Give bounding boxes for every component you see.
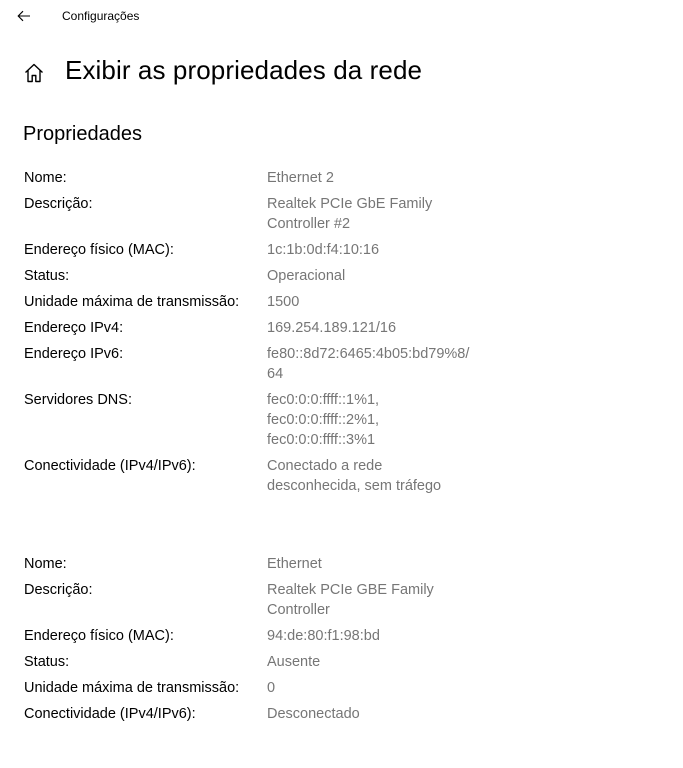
- property-value: Ausente: [267, 654, 321, 670]
- property-label: Endereço físico (MAC):: [24, 628, 174, 644]
- property-row-description: [24, 194, 664, 234]
- property-row-name: [24, 554, 664, 574]
- adapter-properties: [24, 168, 664, 502]
- property-label: Endereço físico (MAC):: [24, 242, 174, 258]
- property-label: Unidade máxima de transmissão:: [24, 680, 240, 696]
- property-value: Desconectado: [267, 706, 360, 722]
- property-row-ipv6: [24, 344, 664, 384]
- page-title: Exibir as propriedades da rede: [65, 55, 423, 85]
- property-row-dns: [24, 390, 664, 450]
- property-label: Descrição:: [24, 582, 93, 598]
- property-label: Nome:: [24, 170, 67, 186]
- property-row-mtu: [24, 678, 664, 698]
- property-value: 1500: [267, 294, 300, 310]
- property-row-connectivity: [24, 704, 664, 724]
- property-label: Descrição:: [24, 196, 93, 212]
- adapter-properties: [24, 554, 664, 730]
- property-value: Realtek PCIe GBE Family Controller: [267, 582, 434, 618]
- property-value: 1c:1b:0d:f4:10:16: [267, 242, 380, 258]
- property-value: 169.254.189.121/16: [267, 320, 397, 336]
- property-row-mac: [24, 626, 664, 646]
- property-label: Endereço IPv4:: [24, 320, 124, 336]
- property-row-mac: [24, 240, 664, 260]
- home-icon: [22, 61, 46, 85]
- property-label: Endereço IPv6:: [24, 346, 124, 362]
- property-value: 0: [267, 680, 276, 696]
- property-label: Status:: [24, 268, 70, 284]
- property-row-ipv4: [24, 318, 664, 338]
- property-label: Conectividade (IPv4/IPv6):: [24, 458, 196, 474]
- title-bar: [0, 0, 683, 34]
- property-label: Servidores DNS:: [24, 392, 132, 408]
- property-label: Nome:: [24, 556, 67, 572]
- section-title: Propriedades: [23, 123, 142, 145]
- property-value: 94:de:80:f1:98:bd: [267, 628, 380, 644]
- arrow-left-icon: [17, 10, 31, 22]
- property-value: Operacional: [267, 268, 346, 284]
- property-value: fe80::8d72:6465:4b05:bd79%8/ 64: [267, 346, 470, 382]
- property-row-mtu: [24, 292, 664, 312]
- property-label: Unidade máxima de transmissão:: [24, 294, 240, 310]
- property-row-status: [24, 652, 664, 672]
- property-value: Ethernet: [267, 556, 322, 572]
- property-row-connectivity: [24, 456, 664, 496]
- property-value: Conectado a rede desconhecida, sem tráfego: [267, 458, 442, 494]
- back-button[interactable]: [10, 4, 38, 28]
- property-row-description: [24, 580, 664, 620]
- property-value: Realtek PCIe GbE Family Controller #2: [267, 196, 433, 232]
- property-value: Ethernet 2: [267, 170, 334, 186]
- property-row-name: [24, 168, 664, 188]
- property-value: fec0:0:0:ffff::1%1, fec0:0:0:ffff::2%1, fec0:0:0:ffff::3%1: [267, 392, 380, 448]
- property-label: Status:: [24, 654, 70, 670]
- property-row-status: [24, 266, 664, 286]
- property-label: Conectividade (IPv4/IPv6):: [24, 706, 196, 722]
- app-title: Configurações: [62, 9, 140, 23]
